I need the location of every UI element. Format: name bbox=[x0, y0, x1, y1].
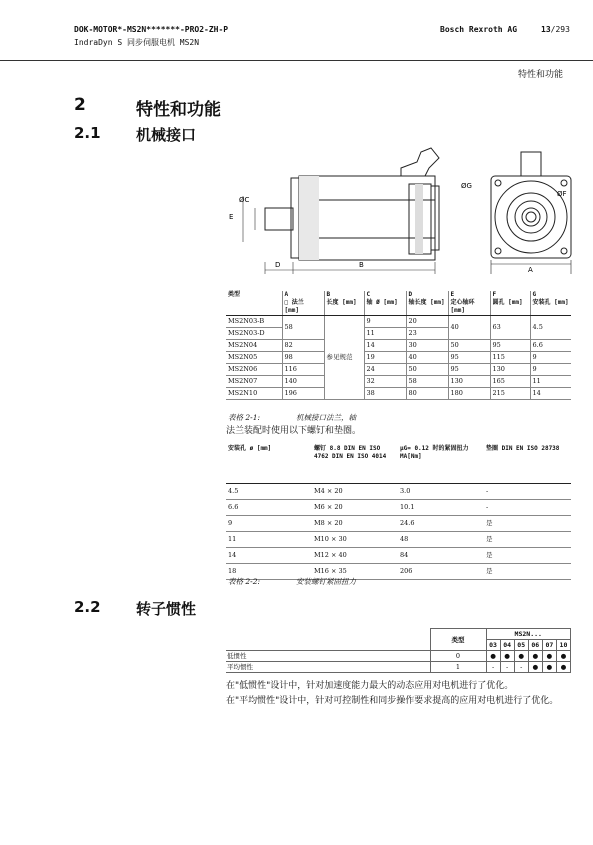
paragraph-average-inertia: 在"平均惯性"设计中，针对可控制性和同步操作要求提高的应用对电机进行了优化。 bbox=[226, 696, 559, 706]
table-row: 低惯性 0 ● ● ● ● ● ● bbox=[226, 651, 571, 662]
table-row: MS2N06 116 24 50 95 130 9 bbox=[226, 364, 571, 376]
motor-front-view bbox=[491, 152, 571, 274]
header-rule bbox=[0, 60, 593, 61]
company-name: Bosch Rexroth AG bbox=[440, 25, 518, 34]
motor-side-view bbox=[265, 148, 439, 260]
table-row: 4.5 M4 × 20 3.0 - bbox=[226, 483, 571, 499]
table2-caption-text: 安装螺钉紧固扭力 bbox=[296, 577, 356, 586]
table-row: MS2N03-B 58 参见规范 9 20 40 63 4.5 bbox=[226, 316, 571, 328]
col-a: A □ 法兰 [mm] bbox=[282, 291, 324, 316]
table-row: 平均惯性 1 - - - ● ● ● bbox=[226, 662, 571, 673]
label-g: ØG bbox=[461, 182, 472, 190]
label-d: D bbox=[275, 261, 281, 269]
table-row: 14 M12 × 40 84 是 bbox=[226, 547, 571, 563]
running-title: 特性和功能 bbox=[518, 70, 564, 80]
table-header-row: 类型 MS2N... bbox=[226, 629, 571, 640]
label-b: B bbox=[359, 261, 364, 269]
label-a: A bbox=[528, 266, 533, 274]
intro-text: 法兰装配时使用以下螺钉和垫圈。 bbox=[226, 426, 362, 436]
label-c: ØC bbox=[239, 196, 250, 204]
rotor-inertia-table bbox=[226, 628, 571, 673]
table1-caption-text: 机械接口法兰，轴 bbox=[296, 413, 356, 422]
section-2-2-title: 转子惯性 bbox=[136, 600, 197, 618]
col-b: B 长度 [mm] bbox=[324, 291, 364, 316]
table-row: 6.6 M6 × 20 10.1 - bbox=[226, 499, 571, 515]
page-total: /293 bbox=[550, 25, 570, 34]
col-g: G 安装孔 [mm] bbox=[530, 291, 571, 316]
section-2-2-number: 2.2 bbox=[74, 598, 101, 616]
doc-subtitle: IndraDyn S 同步伺服电机 MS2N bbox=[74, 38, 200, 47]
page-current: 13 bbox=[541, 25, 551, 34]
table-row: 9 M8 × 20 24.6 是 bbox=[226, 515, 571, 531]
table-row: 11 M10 × 30 48 是 bbox=[226, 531, 571, 547]
doc-id: DOK-MOTOR*-MS2N*******-PRO2-ZH-P bbox=[74, 25, 229, 34]
section-2-1-title: 机械接口 bbox=[136, 126, 197, 144]
flange-dimensions-table bbox=[226, 291, 571, 400]
section-2-1-number: 2.1 bbox=[74, 124, 101, 142]
table-row: MS2N03-D 11 23 bbox=[226, 328, 571, 340]
col-c: C 轴 Ø [mm] bbox=[364, 291, 406, 316]
table-row: MS2N07 140 32 58 130 165 11 bbox=[226, 376, 571, 388]
label-f: ØF bbox=[557, 190, 567, 198]
page-number bbox=[541, 25, 570, 34]
chapter-number: 2 bbox=[74, 95, 86, 115]
table-row: MS2N10 196 38 80 180 215 14 bbox=[226, 388, 571, 400]
chapter-title: 特性和功能 bbox=[136, 100, 221, 120]
paragraph-low-inertia: 在"低惯性"设计中，针对加速度能力最大的动态应用对电机进行了优化。 bbox=[226, 681, 514, 691]
table-row: 18 M16 × 35 206 是 bbox=[226, 563, 571, 579]
table-header-row: 03 04 05 06 07 10 bbox=[226, 640, 571, 651]
table-header-row: 安装孔 ø [mm] 螺钉 8.8 DIN EN ISO 4762 DIN EN ISO 4014 μG= 0.12 时的紧固扭力 MA[Nm] 垫圈 DIN EN ISO 28738 bbox=[226, 445, 571, 483]
col-f: F 圆孔 [mm] bbox=[490, 291, 530, 316]
table-row: MS2N04 82 14 30 50 95 6.6 bbox=[226, 340, 571, 352]
label-e: E bbox=[229, 213, 234, 221]
table-header-row bbox=[226, 291, 571, 316]
col-type: 类型 bbox=[226, 291, 282, 316]
motor-dimension-drawing bbox=[225, 140, 575, 280]
table2-caption-number: 表格 2-2: bbox=[228, 577, 260, 586]
table1-caption-number: 表格 2-1: bbox=[228, 413, 260, 422]
length-merged-cell: 参见规范 bbox=[324, 316, 364, 400]
col-e: E 定心轴环 [mm] bbox=[448, 291, 490, 316]
screw-torque-table bbox=[226, 445, 571, 580]
col-d: D 轴长度 [mm] bbox=[406, 291, 448, 316]
motor-shading bbox=[299, 176, 423, 260]
table-row: MS2N05 98 19 40 95 115 9 bbox=[226, 352, 571, 364]
